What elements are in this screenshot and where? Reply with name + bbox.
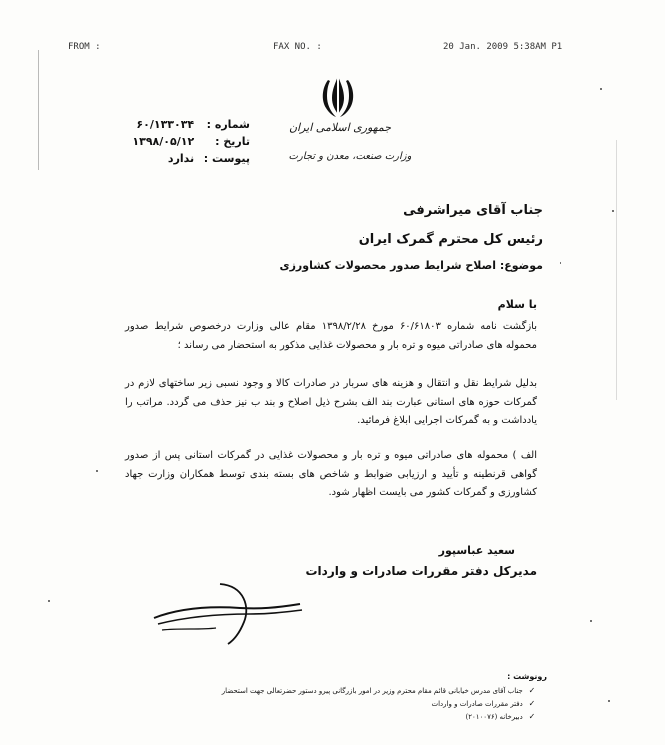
handwritten-signature: [150, 578, 310, 648]
meta-attachment-value: ندارد: [167, 152, 195, 165]
meta-number-row: [110, 116, 250, 133]
body-paragraph: بازگشت نامه شماره ۶۰/۶۱۸۰۳ مورخ ۱۳۹۸/۲/۲۸ مقام عالی وزارت درخصوص شرایط صدور محموله های صادراتی میوه و تره بار و محصولات غذایی مذکور به استحضار می رساند ؛: [125, 321, 537, 351]
meta-attachment-row: [110, 150, 250, 167]
cc-list: [222, 684, 539, 723]
iran-emblem-icon: [318, 72, 358, 120]
fax-datetime: 20 Jan. 2009 5:38AM P1: [443, 42, 563, 52]
scan-speck: [560, 262, 561, 264]
cc-item-text: دفتر مقررات صادرات و واردات: [431, 700, 523, 708]
signer-name: سعید عباسپور: [438, 544, 515, 557]
scan-speck: [608, 700, 610, 702]
scan-speck: [612, 210, 614, 212]
scan-speck: [96, 470, 98, 472]
checkmark-icon: ✓: [528, 699, 536, 708]
body-paragraph: الف ) محموله های صادراتی میوه و تره بار و محصولات غذایی در گمرکات استانی پس از صدور گواهی قرنطینه و تأیید و ارزیابی ضوابط و شاخص های بسته بندی توسط همکاران وزارت جهاد کشاورزی و گمرکات کشور می بایست اظهار شود.: [125, 450, 537, 498]
meta-number-label: شماره :: [206, 118, 250, 131]
letter-meta: [110, 116, 250, 167]
cc-item: [222, 684, 539, 697]
addressee-name: جناب آقای میراشرفی: [403, 203, 543, 218]
body-paragraph: بدلیل شرایط نقل و انتقال و هزینه های سربار در صادرات کالا و وجود نسبی زیر ساختهای لازم در گمرکات حوزه های استانی عبارت بند الف بشرح ذیل اصلاح و بند ب نیز حذف می گردد. مراتب را یادداشت و به گمرکات اجرایی ابلاغ فرمائید.: [125, 378, 537, 426]
scan-edge-line: [38, 50, 39, 170]
cc-title: رونوشت :: [507, 672, 547, 681]
checkmark-icon: ✓: [528, 712, 536, 721]
meta-date-row: [110, 133, 250, 150]
fax-header: [0, 42, 665, 56]
scan-speck: [590, 620, 592, 622]
checkmark-icon: ✓: [528, 686, 536, 695]
signer-title: مدیرکل دفتر مقررات صادرات و واردات: [305, 564, 537, 578]
meta-date-value: ۱۳۹۸/۰۵/۱۲: [132, 135, 195, 148]
meta-number-value: ۶۰/۱۳۳۰۳۴: [136, 118, 195, 131]
addressee-title: رئیس کل محترم گمرک ایران: [358, 232, 543, 247]
cc-item: [222, 710, 539, 723]
cc-item-text: دبیرخانه (۲۰۱۰۰۷۶): [465, 713, 523, 721]
cc-item-text: جناب آقای مدرس خیابانی قائم مقام محترم وزیر در امور بازرگانی پیرو دستور حضرتعالی جهت استحضار: [221, 687, 523, 695]
letterhead-ministry: وزارت صنعت، معدن و تجارت: [288, 151, 412, 162]
scan-speck: [48, 600, 50, 602]
letterhead-republic: جمهوری اسلامی ایران: [288, 121, 392, 134]
meta-date-label: تاریخ :: [215, 135, 250, 148]
scan-speck: [600, 88, 602, 90]
meta-attachment-label: پیوست :: [203, 152, 250, 165]
salutation: با سلام: [497, 298, 537, 311]
scan-edge-line: [616, 140, 617, 400]
subject-line: موضوع: اصلاح شرایط صدور محصولات کشاورزی: [279, 259, 543, 272]
cc-item: [222, 697, 539, 710]
fax-number: FAX NO. :: [273, 42, 322, 52]
fax-from: FROM :: [68, 42, 101, 52]
